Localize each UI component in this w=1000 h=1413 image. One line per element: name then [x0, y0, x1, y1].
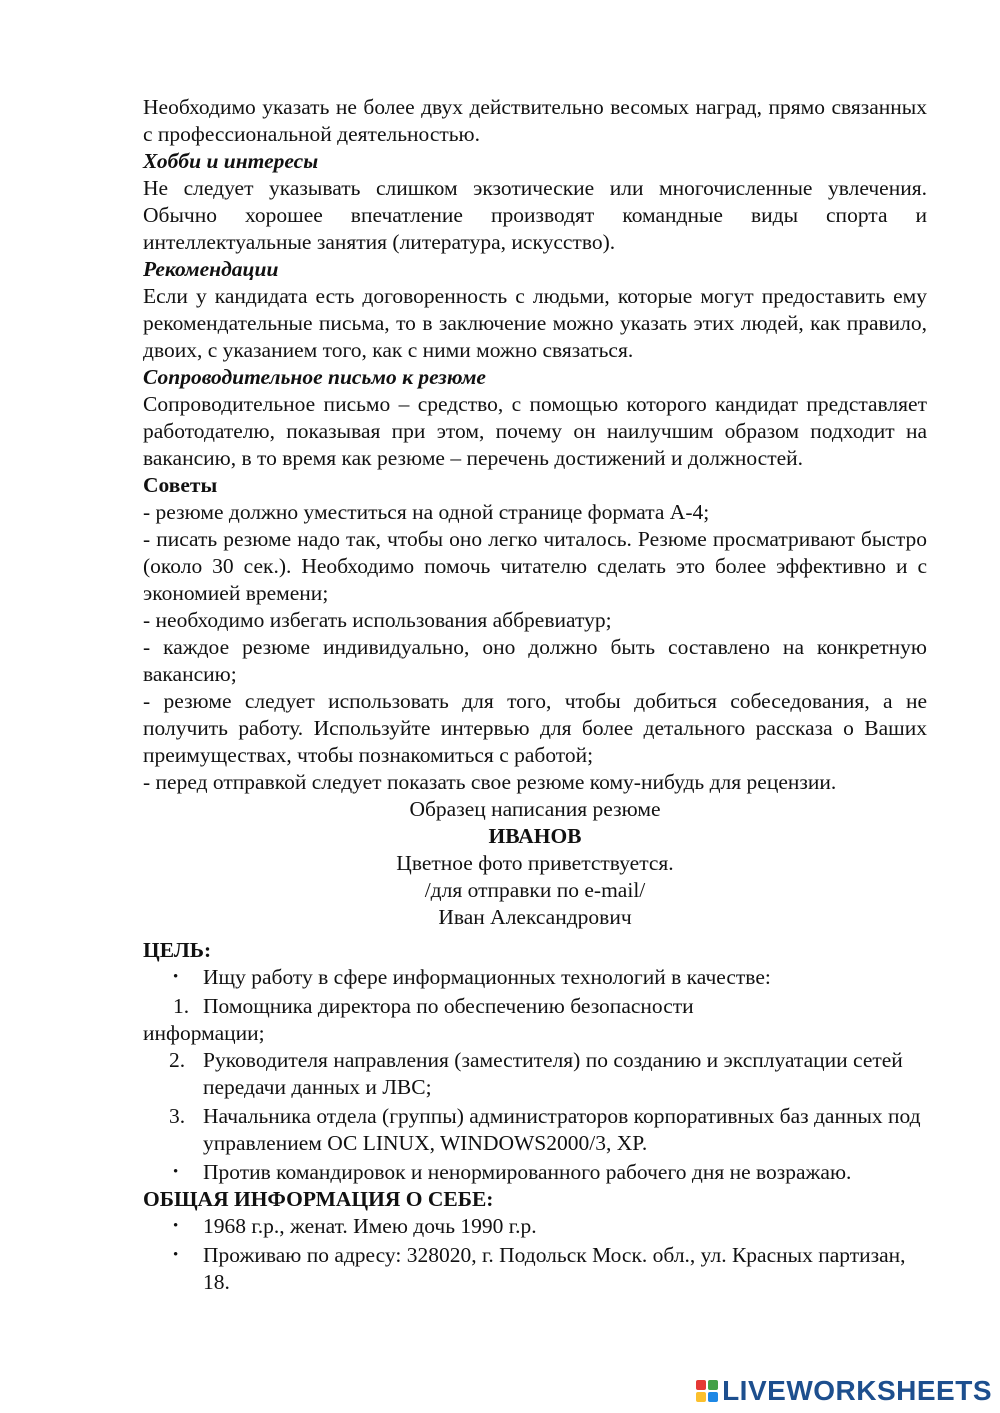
goal-intro-text: Ищу работу в сфере информационных технологий в качестве: [203, 965, 771, 989]
awards-paragraph: Необходимо указать не более двух действительно весомых наград, прямо связанных с профессиональной деятельностью. [143, 95, 927, 146]
tip-item: - резюме следует использовать для того, чтобы добиться собеседования, а не получить работу. Используйте интервью для более детального рассказа о Ваших преимуществах, чтобы познакомиться с работой; [143, 689, 927, 767]
general-info-text: Проживаю по адресу: 328020, г. Подольск Моск. обл., ул. Красных партизан, 18. [203, 1243, 906, 1294]
list-item [143, 1159, 927, 1186]
goal-item-1-continuation: информации; [143, 1021, 265, 1045]
tip-item: - резюме должно уместиться на одной странице формата А-4; [143, 500, 710, 524]
bullet-icon: • [173, 1164, 179, 1180]
list-item [143, 1103, 927, 1157]
sample-caption: Образец написания резюме [409, 797, 661, 821]
general-info-text: 1968 г.р., женат. Имею дочь 1990 г.р. [203, 1214, 537, 1238]
list-item [143, 964, 927, 991]
liveworksheets-logo-icon [696, 1380, 718, 1402]
logo-cell [696, 1380, 706, 1390]
goal-intro-list [143, 964, 927, 991]
email-note: /для отправки по e-mail/ [424, 878, 646, 902]
list-item [143, 1047, 927, 1101]
general-info-heading: ОБЩАЯ ИНФОРМАЦИЯ О СЕБЕ: [143, 1187, 494, 1211]
recommendations-paragraph: Если у кандидата есть договоренность с людьми, которые могут предоставить ему рекомендательные письма, то в заключение можно указать этих людей, как правило, двоих, с указанием того, как с ними можно связаться. [143, 284, 927, 362]
bullet-icon: • [173, 1218, 179, 1234]
tip-item: - необходимо избегать использования аббревиатур; [143, 608, 612, 632]
photo-note: Цветное фото приветствуется. [396, 851, 674, 875]
goal-last-list [143, 1159, 927, 1186]
list-number: 3. [169, 1104, 186, 1128]
list-number: 1. [173, 994, 190, 1018]
goal-item-1 [143, 993, 927, 1047]
goal-numbered-list [143, 1047, 927, 1157]
recommendations-heading: Рекомендации [143, 257, 279, 281]
bullet-icon: • [173, 969, 179, 985]
logo-cell [708, 1392, 718, 1402]
logo-cell [696, 1392, 706, 1402]
liveworksheets-logo-text: LIVEWORKSHEETS [722, 1375, 992, 1406]
goal-last-text: Против командировок и ненормированного рабочего дня не возражаю. [203, 1160, 852, 1184]
resume-surname: ИВАНОВ [488, 824, 582, 848]
cover-letter-heading: Сопроводительное письмо к резюме [143, 365, 486, 389]
tip-item: - перед отправкой следует показать свое резюме кому-нибудь для рецензии. [143, 770, 837, 794]
tips-heading: Советы [143, 473, 218, 497]
document-page [143, 94, 927, 1296]
general-info-list [143, 1213, 927, 1296]
bullet-icon: • [173, 1247, 179, 1263]
goal-item-2-text: Руководителя направления (заместителя) по созданию и эксплуатации сетей передачи данных и ЛВС; [203, 1048, 903, 1099]
resume-full-name: Иван Александрович [438, 905, 632, 929]
hobby-paragraph: Не следует указывать слишком экзотические или многочисленные увлечения. Обычно хорошее впечатление производят командные виды спорта и интеллектуальные занятия (литература, искусство). [143, 176, 927, 254]
list-item [143, 1242, 927, 1296]
tip-item: - каждое резюме индивидуально, оно должно быть составлено на конкретную вакансию; [143, 635, 927, 686]
cover-letter-paragraph: Сопроводительное письмо – средство, с помощью которого кандидат представляет работодателю, показывая при этом, почему он наилучшим образом подходит на вакансию, в то время как резюме – перечень достижений и должностей. [143, 392, 927, 470]
goal-item-3-text: Начальника отдела (группы) администраторов корпоративных баз данных под управлением ОС LINUX, WINDOWS2000/3, XP. [203, 1104, 921, 1155]
hobby-heading: Хобби и интересы [143, 149, 319, 173]
goal-heading: ЦЕЛЬ: [143, 938, 212, 962]
tip-item: - писать резюме надо так, чтобы оно легко читалось. Резюме просматривают быстро (около 30 сек.). Необходимо помочь читателю сделать это более эффективно и с экономией времени; [143, 527, 927, 605]
goal-item-1-text: Помощника директора по обеспечению безопасности [203, 994, 694, 1018]
list-number: 2. [169, 1048, 186, 1072]
liveworksheets-logo[interactable] [696, 1375, 992, 1407]
logo-cell [708, 1380, 718, 1390]
list-item [143, 1213, 927, 1240]
